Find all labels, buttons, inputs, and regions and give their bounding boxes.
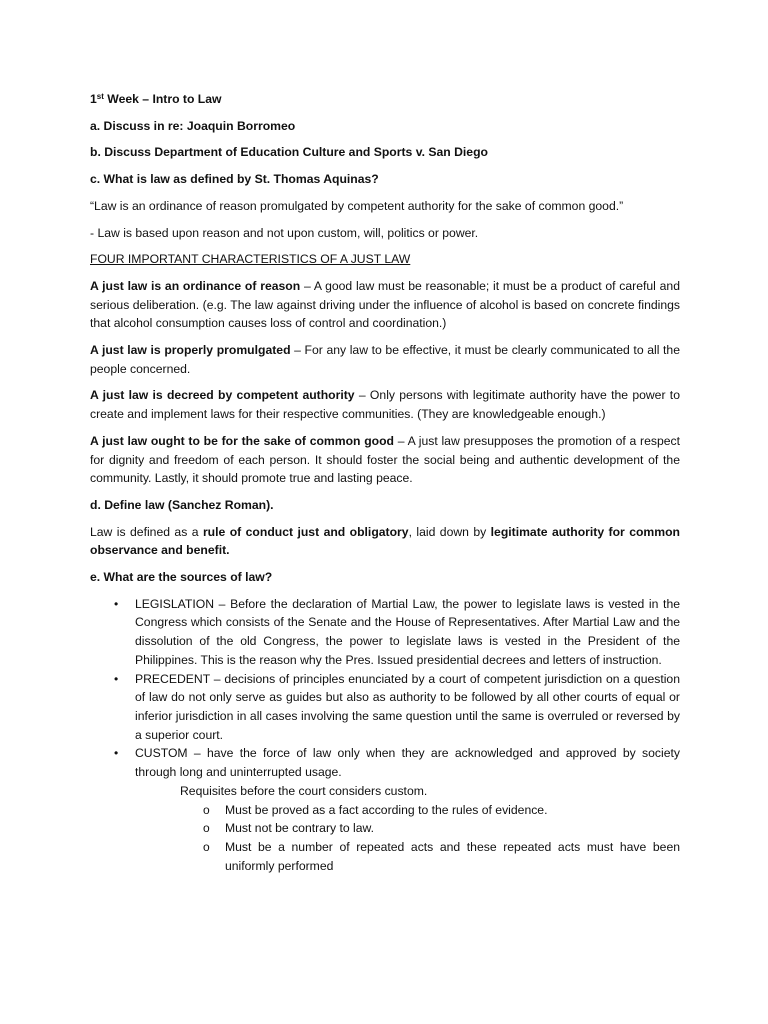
definition-emphasis: legitimate authority for common observance and benefit. xyxy=(90,524,680,558)
custom-requisites-list xyxy=(90,801,680,876)
list-item xyxy=(90,838,680,875)
characteristics-title: FOUR IMPORTANT CHARACTERISTICS OF A JUST LAW xyxy=(90,252,411,267)
week-heading xyxy=(90,90,680,109)
characteristic-lead: A just law is decreed by competent authority xyxy=(90,388,355,403)
list-item xyxy=(90,595,680,670)
definition-text: Law is defined as a xyxy=(90,524,203,539)
characteristic-lead: A just law is properly promulgated xyxy=(90,343,291,358)
characteristic-lead: A just law is an ordinance of reason xyxy=(90,278,301,293)
list-item xyxy=(90,819,680,838)
aquinas-note: - Law is based upon reason and not upon custom, will, politics or power. xyxy=(90,225,479,240)
sources-list xyxy=(90,595,680,782)
week-suffix: st xyxy=(96,92,104,101)
question-b: b. Discuss Department of Education Culture and Sports v. San Diego xyxy=(90,145,488,160)
bullet-icon: • xyxy=(114,671,119,686)
source-text: LEGISLATION – Before the declaration of Martial Law, the power to legislate laws is vested in the Congress which consists of the Senate and the House of Representatives. After Martial Law and the dissolution of the old Congress, the power to legislate laws is vested in the President of the Philippines. This is the reason why the Pres. Issued presidential decrees and letters of instruction. xyxy=(135,596,680,667)
requisite-text: Must be a number of repeated acts and these repeated acts must have been uniformly performed xyxy=(225,839,680,873)
characteristic-paragraph xyxy=(90,341,680,378)
custom-requisites-heading: Requisites before the court considers custom. xyxy=(180,783,428,798)
sanchez-roman-definition xyxy=(90,523,680,560)
circle-bullet-icon: o xyxy=(203,802,210,817)
list-item xyxy=(90,744,680,781)
definition-emphasis: rule of conduct just and obligatory xyxy=(202,524,409,539)
circle-bullet-icon: o xyxy=(203,821,210,836)
week-title: Week – Intro to Law xyxy=(103,92,222,106)
definition-text: , laid down by xyxy=(408,524,491,539)
bullet-icon: • xyxy=(114,746,119,761)
aquinas-quote: “Law is an ordinance of reason promulgated by competent authority for the sake of common good.” xyxy=(90,198,624,213)
week-number: 1 xyxy=(90,92,97,106)
characteristic-paragraph xyxy=(90,386,680,423)
question-c: c. What is law as defined by St. Thomas Aquinas? xyxy=(90,172,379,187)
requisite-text: Must be proved as a fact according to the rules of evidence. xyxy=(225,802,548,817)
characteristic-text: – Only persons with legitimate authority have the power to create and implement laws for their respective communities. (They are knowledgeable enough.) xyxy=(90,388,680,422)
circle-bullet-icon: o xyxy=(203,839,210,854)
characteristic-text: – A just law presupposes the promotion of a respect for dignity and freedom of each person. It should foster the social being and authentic development of the community. Lastly, it should promote true and lasting peace. xyxy=(90,433,680,486)
list-item xyxy=(90,670,680,745)
characteristic-paragraph xyxy=(90,432,680,488)
source-text: CUSTOM – have the force of law only when they are acknowledged and approved by society through long and uninterrupted usage. xyxy=(135,746,680,780)
document-page xyxy=(90,90,680,875)
list-item xyxy=(90,801,680,820)
question-d: d. Define law (Sanchez Roman). xyxy=(90,497,274,512)
question-a: a. Discuss in re: Joaquin Borromeo xyxy=(90,118,296,133)
characteristic-text: – For any law to be effective, it must be clearly communicated to all the people concerned. xyxy=(90,343,680,376)
characteristic-text: – A good law must be reasonable; it must be a product of careful and serious deliberation. (e.g. The law against driving under the influence of alcohol is based on concrete findings that alcohol consumption causes loss of control and coordination.) xyxy=(90,278,680,331)
characteristic-lead: A just law ought to be for the sake of common good xyxy=(90,433,394,448)
requisite-text: Must not be contrary to law. xyxy=(225,821,375,836)
bullet-icon: • xyxy=(114,596,119,611)
characteristic-paragraph xyxy=(90,277,680,333)
question-e: e. What are the sources of law? xyxy=(90,570,273,585)
source-text: PRECEDENT – decisions of principles enunciated by a court of competent jurisdiction on a question of law do not only serve as guides but also as authority to be followed by all other courts of equal or inferior jurisdiction in all cases involving the same question until the same is overruled or reversed by a superior court. xyxy=(135,671,680,742)
